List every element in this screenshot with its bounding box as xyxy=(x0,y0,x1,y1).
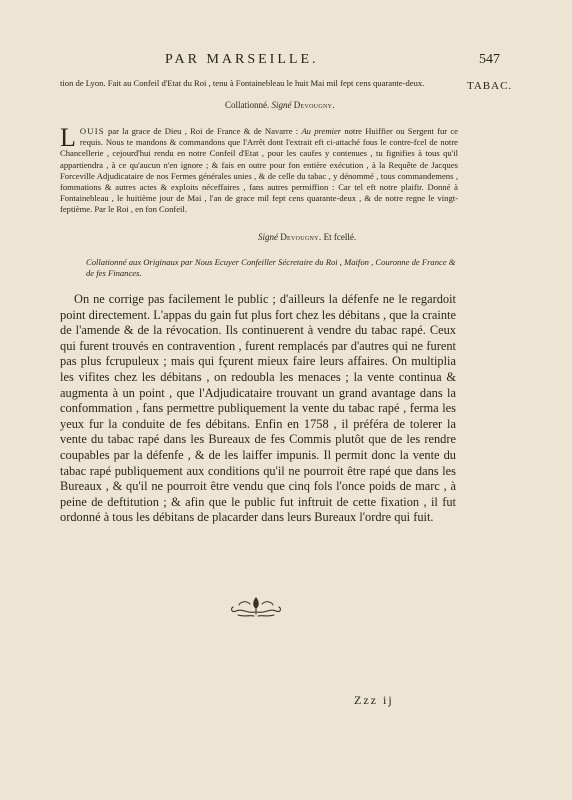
collationne-prefix: Collationné. xyxy=(225,100,272,110)
signatory-name: Devougny. xyxy=(293,100,335,110)
signature-mark: Zzz ij xyxy=(354,693,394,707)
signature-signe: Signé xyxy=(258,232,281,242)
letter-lead: OUIS xyxy=(79,126,105,136)
margin-note: TABAC. xyxy=(467,80,513,92)
letter-text-2: notre Huiffier ou Sergent fur ce requis. Nous te mandons & commandons que l'Arrêt dont l'extrait eft ci-attaché fous le contre-fcel de notre Chancellerie , cejourd'hui rendu en notre Confeil d'Etat , pour les caufes y contenues , tu fignifies à tous qu'il appartiendra , à ce qu'aucun n'en ignore ; & fais en outre pour fon entière exécution , à la Requête de Jacques Forceville Adjudicataire de nos Fermes générales unies , & de celle du tabac , y dénommé , tous commandemens , fommations & autres actes & exploits néceffaires , fans autres permiffion : Car tel eft notre plaifir. Donné à Fontainebleau , le huitième jour de Mai , l'an de grace mil fept cens quarante-deux , & de notre regne le vingt-feptième. Par le Roi , en fon Confeil. xyxy=(60,126,458,215)
fleuron-ornament-icon xyxy=(226,594,286,618)
running-head xyxy=(60,52,500,70)
signature-name: Devougny. xyxy=(280,232,322,242)
collation-note: Collationné aux Originaux par Nous Ecuyer Confeiller Sécretaire du Roi , Maifon , Couronne de France & de fes Finances. xyxy=(86,257,456,278)
drop-initial: L xyxy=(60,123,76,152)
running-title: PAR MARSEILLE. xyxy=(165,52,319,67)
signature-line xyxy=(258,232,356,242)
page-number: 547 xyxy=(479,52,500,67)
letter-text-1: par la grace de Dieu , Roi de France & de Navarre : xyxy=(104,126,302,136)
signature-suffix: Et fcellé. xyxy=(321,232,357,242)
signe-label: Signé xyxy=(271,100,294,110)
main-paragraph: On ne corrige pas facilement le public ; d'ailleurs la défenfe ne le regardoit point directement. L'appas du gain fut plus fort chez les débitans , que la crainte de l'amende & de la révocation. Ils continuerent à vendre du tabac rapé. Ceux qui furent trouvés en contravention , furent remplacés par d'autres qui ne furent pas plus fcrupuleux ; mais qui fçurent mieux faire leurs affaires. On multiplia les vifites chez les débitans , on redoubla les menaces ; la vente continua & augmenta à un point , que l'Adjudicataire trouvant un grand avantage dans la confommation , fans permettre publiquement la vente du tabac rapé , ferma les yeux fur la conduite de fes débitans. Enfin en 1758 , il préféra de tolerer la vente du tabac rapé dans les Bureaux de fes Commis plutôt que de les rendre coupables par la défenfe , & de les laiffer impunis. Il permit donc la vente du tabac rapé publiquement aux conditions qu'il ne pourroit être rapé que dans les Bureaux , & qu'il ne pourroit être vendu que cinq fols l'once poids de marc , à peine de deftitution ; & afin que le public fut inftruit de cette fixation , il fut ordonné à tous les débitans de placarder dans leurs Bureaux l'ordre qui fuit. xyxy=(60,292,456,525)
continuation-text: tion de Lyon. Fait au Confeil d'Etat du Roi , tenu à Fontainebleau le huit Mai mil fept cens quarante-deux. xyxy=(60,78,425,88)
letter-italic-1: Au premier xyxy=(301,126,342,136)
royal-letter-block xyxy=(60,123,458,216)
collationne-line xyxy=(225,100,335,110)
